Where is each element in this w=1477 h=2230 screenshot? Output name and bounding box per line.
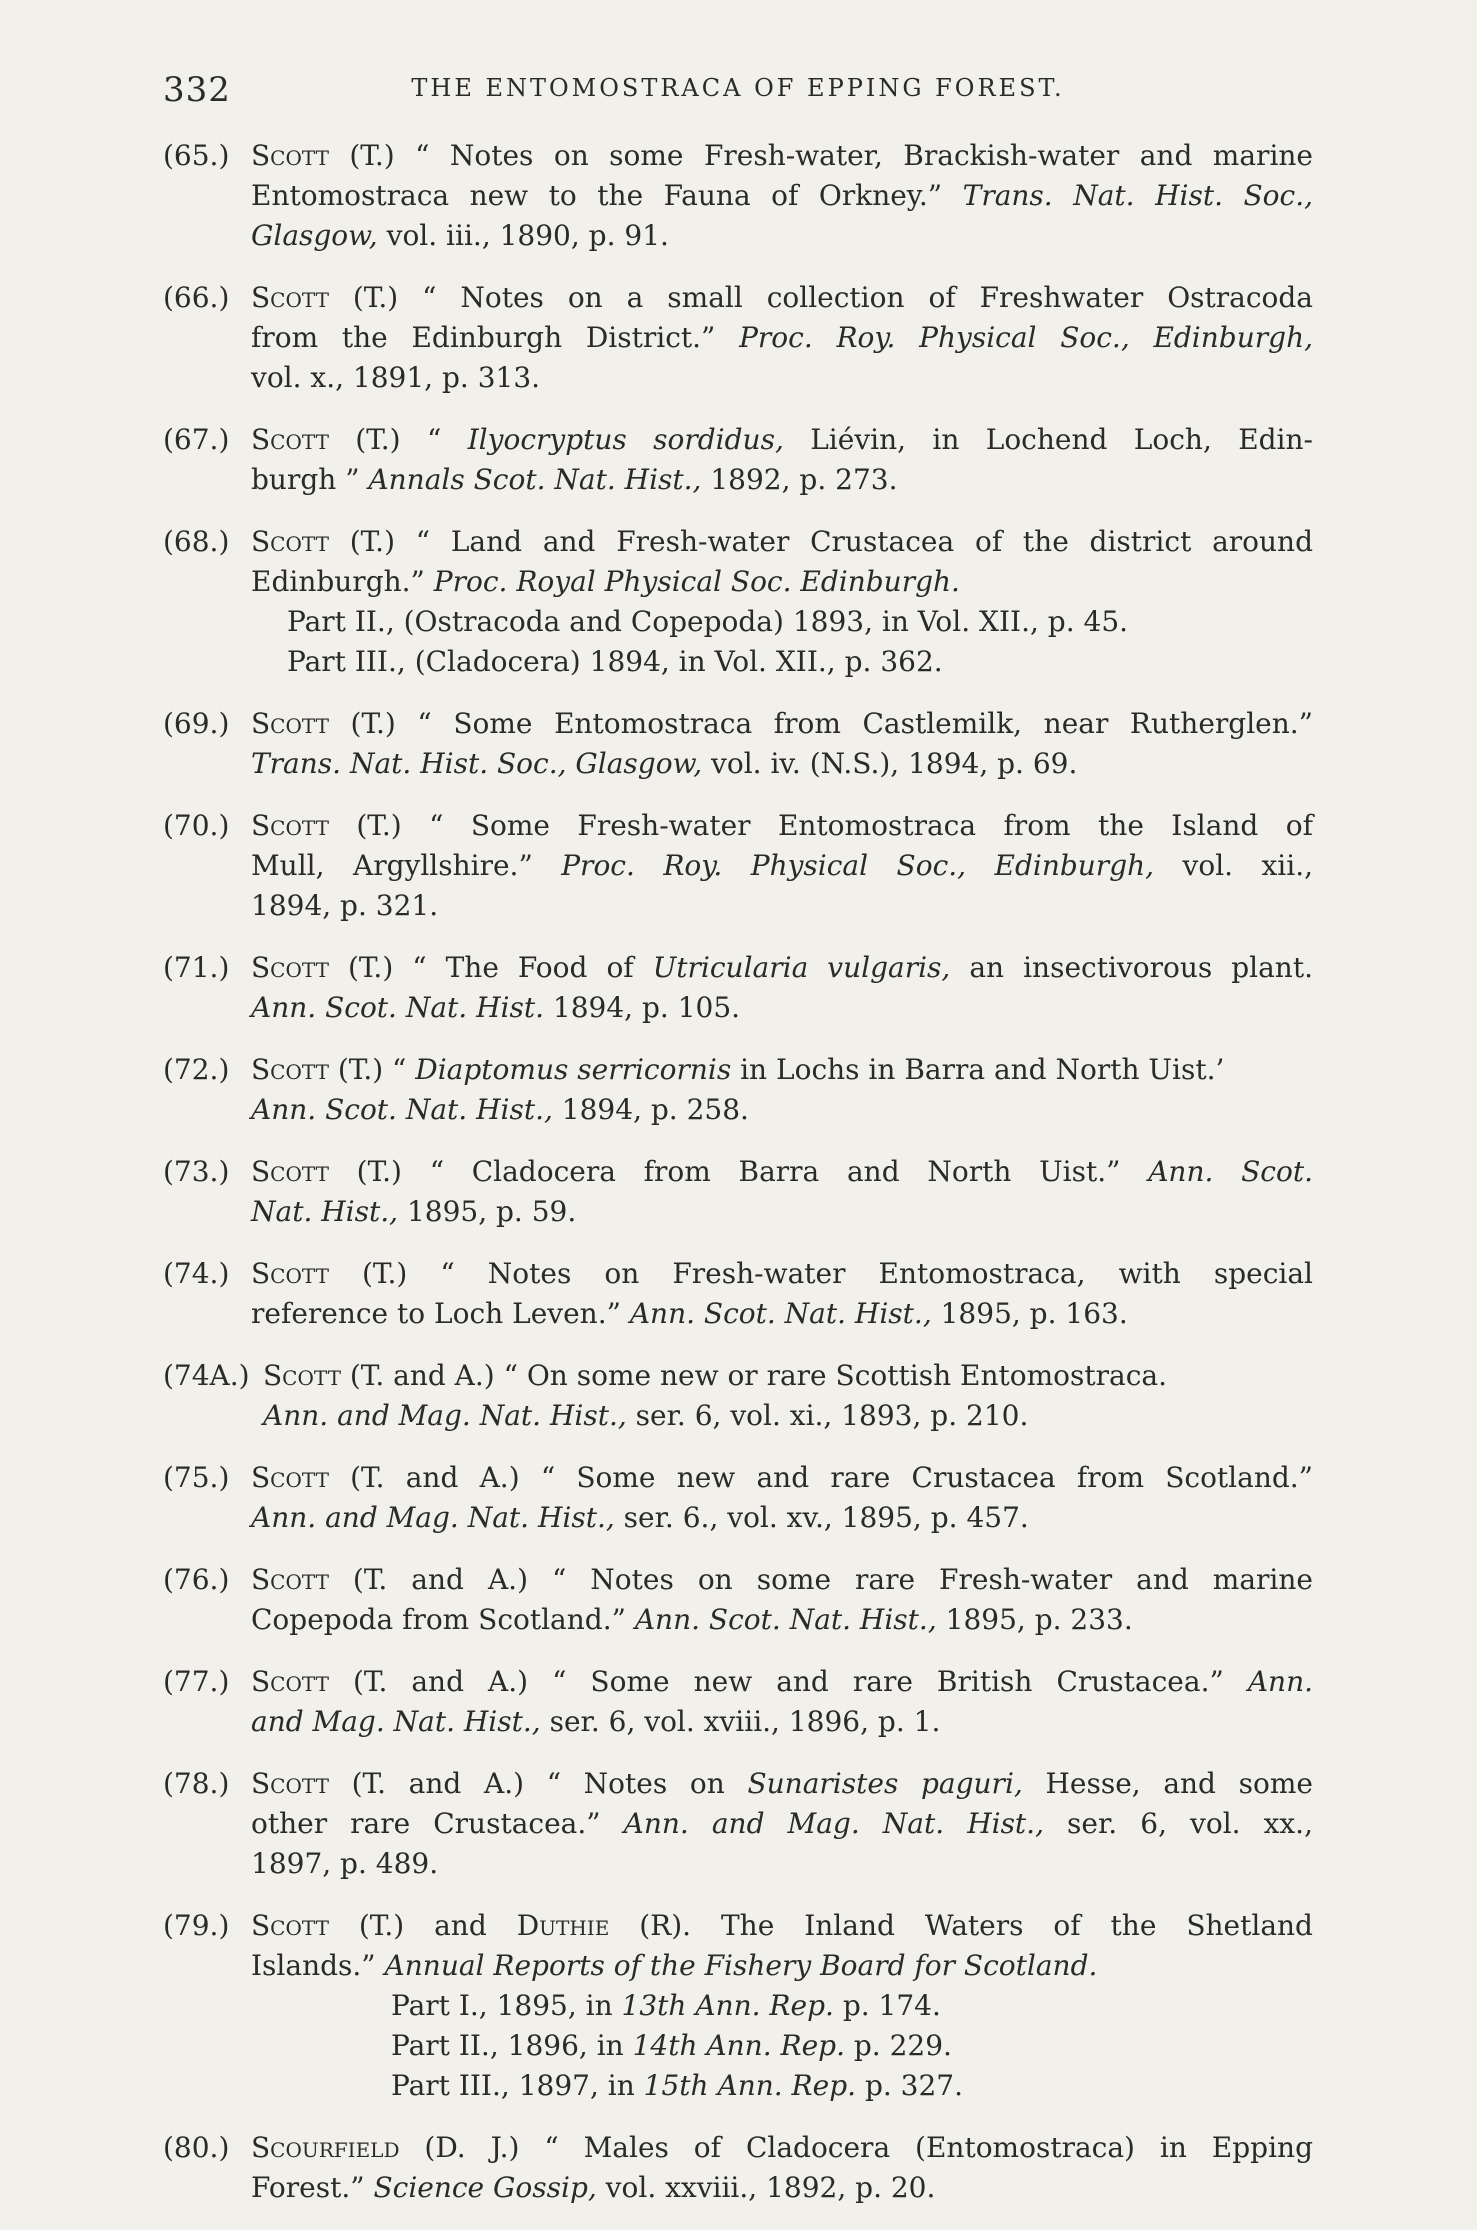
reference-text: 1895, p. 233. [936,1603,1133,1636]
reference-line [251,318,1313,358]
reference-text: Entomostraca new to the Fauna of Orkney.” [251,179,963,212]
reference-text: p. 229. [844,2029,952,2062]
reference-line [251,806,1313,846]
reference-text: (T.) “ Notes on some Fresh-water, Brackish-water and marine [328,139,1313,172]
reference-text: (T.) “ Land and Fresh-water Crustacea of the district around [328,525,1313,558]
italic-text: Ann. Scot. Nat. Hist., [251,1093,553,1126]
reference-text: ser. 6, vol. xx., [1044,1807,1313,1840]
reference-text: other rare Crustacea.” [251,1807,624,1840]
reference-line [251,216,1313,256]
author-name: Scott [251,1767,329,1800]
reference-text: ser. 6, vol. xi., 1893, p. 210. [626,1399,1029,1432]
reference-text: vol. x., 1891, p. 313. [251,361,541,394]
reference-line [251,460,1313,500]
reference-line [251,2026,1313,2066]
reference-text: Part III., 1897, in [391,2069,644,2102]
reference-text: p. 327. [856,2069,964,2102]
reference-text: (T.) and [328,1909,517,1942]
reference-line [251,136,1313,176]
reference-text: 1895, p. 163. [931,1297,1128,1330]
author-name: Scott [251,809,329,842]
reference-line [251,562,1313,602]
reference-line [251,2168,1313,2208]
page-number: 332 [163,70,231,110]
reference-number: (70.) [163,809,230,842]
italic-text: Nat. Hist., [251,1195,399,1228]
reference-number: (66.) [163,281,230,314]
reference-text: p. 174. [833,1989,941,2022]
reference-line [251,522,1313,562]
reference-entry [163,1458,1313,1538]
reference-text: (T. and A.) “ Notes on some rare Fresh-water and marine [328,1563,1313,1596]
author-name: Scott [251,139,329,172]
reference-text: 1895, p. 59. [398,1195,577,1228]
reference-text: 1894, p. 258. [552,1093,749,1126]
author-name: Scott [251,1461,329,1494]
author-name: Duthie [516,1909,610,1942]
reference-list [163,136,1313,2230]
reference-line [263,1396,1313,1436]
italic-text: 15th Ann. Rep. [643,2069,857,2102]
reference-text: vol. xii., [1154,849,1314,882]
reference-line [251,1294,1313,1334]
reference-entry [163,1356,1313,1436]
reference-entry [163,1906,1313,2106]
reference-entry [163,136,1313,256]
reference-text: 1897, p. 489. [251,1847,439,1880]
reference-number: (74A.) [163,1359,250,1392]
reference-text: 1892, p. 273. [701,463,898,496]
reference-number: (65.) [163,139,230,172]
reference-number: (78.) [163,1767,230,1800]
reference-line [251,744,1313,784]
italic-text: Utricularia vulgaris, [652,951,951,984]
reference-text: (T.) “ Cladocera from Barra and North Uist.” [328,1155,1149,1188]
reference-line [251,1560,1313,1600]
reference-entry [163,1254,1313,1334]
reference-text: Islands.” [251,1949,385,1982]
reference-text: ser. 6., vol. xv., 1895, p. 457. [614,1501,1029,1534]
reference-line [263,1356,1313,1396]
reference-text: (T.) “ [328,423,468,456]
reference-text: (T.) “ Notes on Fresh-water Entomostraca, with special [328,1257,1313,1290]
reference-entry [163,1764,1313,1884]
author-name: Scott [251,1053,329,1086]
reference-line [251,176,1313,216]
reference-text: (T.) “ [328,1053,416,1086]
reference-text: 1894, p. 321. [251,889,439,922]
italic-text: Trans. Nat. Hist. Soc., Glasgow, [251,747,703,780]
italic-text: Ann. and Mag. Nat. Hist., [623,1807,1044,1840]
reference-line [251,1906,1313,1946]
reference-number: (72.) [163,1053,230,1086]
author-name: Scourfield [251,2131,400,2164]
reference-number: (79.) [163,1909,230,1942]
reference-text: 1894, p. 105. [544,991,741,1024]
reference-line [251,1702,1313,1742]
italic-text: Glasgow, [251,219,378,252]
reference-entry [163,278,1313,398]
reference-text: an insectivorous plant. [950,951,1313,984]
reference-line [251,1498,1313,1538]
reference-line [251,358,1313,398]
reference-line [251,2066,1313,2106]
running-title: THE ENTOMOSTRACA OF EPPING FOREST. [411,74,1065,102]
italic-text: Ilyocryptus sordidus, [467,423,784,456]
reference-line [251,1458,1313,1498]
reference-entry [163,1662,1313,1742]
reference-text: Mull, Argyllshire.” [251,849,562,882]
reference-line [251,1804,1313,1844]
reference-text: Part II., (Ostracoda and Copepoda) 1893, in Vol. XII., p. 45. [287,605,1129,638]
italic-text: Ann. Scot. Nat. Hist., [629,1297,932,1330]
reference-text: vol. iii., 1890, p. 91. [377,219,669,252]
italic-text: Science Gossip, [373,2171,597,2204]
reference-entry [163,2128,1313,2208]
reference-line [251,278,1313,318]
reference-text: in Lochs in Barra and North Uist.’ [731,1053,1225,1086]
author-name: Scott [251,1909,329,1942]
author-name: Scott [263,1359,341,1392]
reference-line [251,1050,1313,1090]
italic-text: Ann. Scot. Nat. Hist., [634,1603,937,1636]
reference-line [251,886,1313,926]
reference-text: Part I., 1895, in [391,1989,622,2022]
reference-line [251,1986,1313,2026]
reference-text: Edinburgh.” [251,565,434,598]
reference-entry [163,1560,1313,1640]
reference-line [251,1844,1313,1884]
author-name: Scott [251,525,329,558]
italic-text: Ann. Scot. Nat. Hist. [251,991,545,1024]
reference-text: (T. and A.) “ On some new or rare Scottish Entomostraca. [340,1359,1167,1392]
reference-text: ser. 6, vol. xviii., 1896, p. 1. [540,1705,941,1738]
reference-line [251,1152,1313,1192]
author-name: Scott [251,1257,329,1290]
reference-line [251,1254,1313,1294]
reference-text: Copepoda from Scotland.” [251,1603,635,1636]
page-header [163,70,1313,110]
reference-line [251,988,1313,1028]
reference-number: (67.) [163,423,230,456]
reference-text: (T. and A.) “ Some new and rare British Crustacea.” [328,1665,1248,1698]
reference-line [251,704,1313,744]
italic-text: 14th Ann. Rep. [632,2029,845,2062]
reference-number: (80.) [163,2131,230,2164]
reference-line [251,1764,1313,1804]
italic-text: Annals Scot. Nat. Hist., [368,463,702,496]
reference-line [251,1946,1313,1986]
reference-text: reference to Loch Leven.” [251,1297,630,1330]
reference-text: Part III., (Cladocera) 1894, in Vol. XII., p. 362. [287,645,943,678]
reference-text: (T.) “ The Food of [328,951,653,984]
italic-text: Diaptomus serricornis [415,1053,732,1086]
author-name: Scott [251,281,329,314]
author-name: Scott [251,1665,329,1698]
reference-entry [163,420,1313,500]
reference-text: vol. xxviii., 1892, p. 20. [596,2171,936,2204]
reference-text: Hesse, and some [1022,1767,1313,1800]
author-name: Scott [251,423,329,456]
reference-line [251,1192,1313,1232]
italic-text: Proc. Roy. Physical Soc., Edinburgh, [739,321,1313,354]
reference-text: vol. iv. (N.S.), 1894, p. 69. [702,747,1078,780]
italic-text: Ann. [1247,1665,1313,1698]
reference-number: (69.) [163,707,230,740]
italic-text: Sunaristes paguri, [747,1767,1023,1800]
reference-number: (74.) [163,1257,230,1290]
italic-text: 13th Ann. Rep. [621,1989,834,2022]
author-name: Scott [251,951,329,984]
reference-number: (76.) [163,1563,230,1596]
italic-text: Annual Reports of the Fishery Board for Scotland. [384,1949,1098,1982]
reference-text: (R). The Inland Waters of the Shetland [609,1909,1313,1942]
italic-text: Proc. Royal Physical Soc. Edinburgh. [433,565,960,598]
reference-line [251,846,1313,886]
reference-text: burgh ” [251,463,369,496]
author-name: Scott [251,1563,329,1596]
reference-entry [163,704,1313,784]
italic-text: Ann. Scot. [1148,1155,1313,1188]
author-name: Scott [251,707,329,740]
italic-text: Proc. Roy. Physical Soc., Edinburgh, [561,849,1155,882]
reference-text: (T.) “ Notes on a small collection of Freshwater Ostracoda [328,281,1313,314]
italic-text: Ann. and Mag. Nat. Hist., [251,1501,615,1534]
reference-entry [163,948,1313,1028]
reference-text: from the Edinburgh District.” [251,321,740,354]
reference-line [251,1662,1313,1702]
reference-number: (73.) [163,1155,230,1188]
reference-line [251,2128,1313,2168]
reference-text: (T. and A.) “ Notes on [328,1767,748,1800]
italic-text: and Mag. Nat. Hist., [251,1705,541,1738]
reference-text: Liévin, in Lochend Loch, Edin- [783,423,1314,456]
italic-text: Trans. Nat. Hist. Soc., [962,179,1314,212]
reference-text: Forest.” [251,2171,374,2204]
reference-text: (D. J.) “ Males of Cladocera (Entomostraca) in Epping [399,2131,1313,2164]
italic-text: Ann. and Mag. Nat. Hist., [263,1399,627,1432]
reference-entry [163,806,1313,926]
reference-entry [163,1152,1313,1232]
reference-line [251,1090,1313,1130]
reference-line [251,420,1313,460]
reference-line [251,642,1313,682]
reference-line [251,602,1313,642]
reference-text: (T.) “ Some Fresh-water Entomostraca from the Island of [328,809,1313,842]
reference-entry [163,522,1313,682]
reference-line [251,1600,1313,1640]
reference-entry [163,1050,1313,1130]
author-name: Scott [251,1155,329,1188]
reference-number: (71.) [163,951,230,984]
reference-text: (T. and A.) “ Some new and rare Crustacea from Scotland.” [328,1461,1313,1494]
reference-line [251,948,1313,988]
reference-number: (75.) [163,1461,230,1494]
reference-text: (T.) “ Some Entomostraca from Castlemilk, near Rutherglen.” [328,707,1313,740]
reference-text: Part II., 1896, in [391,2029,633,2062]
reference-number: (77.) [163,1665,230,1698]
reference-number: (68.) [163,525,230,558]
